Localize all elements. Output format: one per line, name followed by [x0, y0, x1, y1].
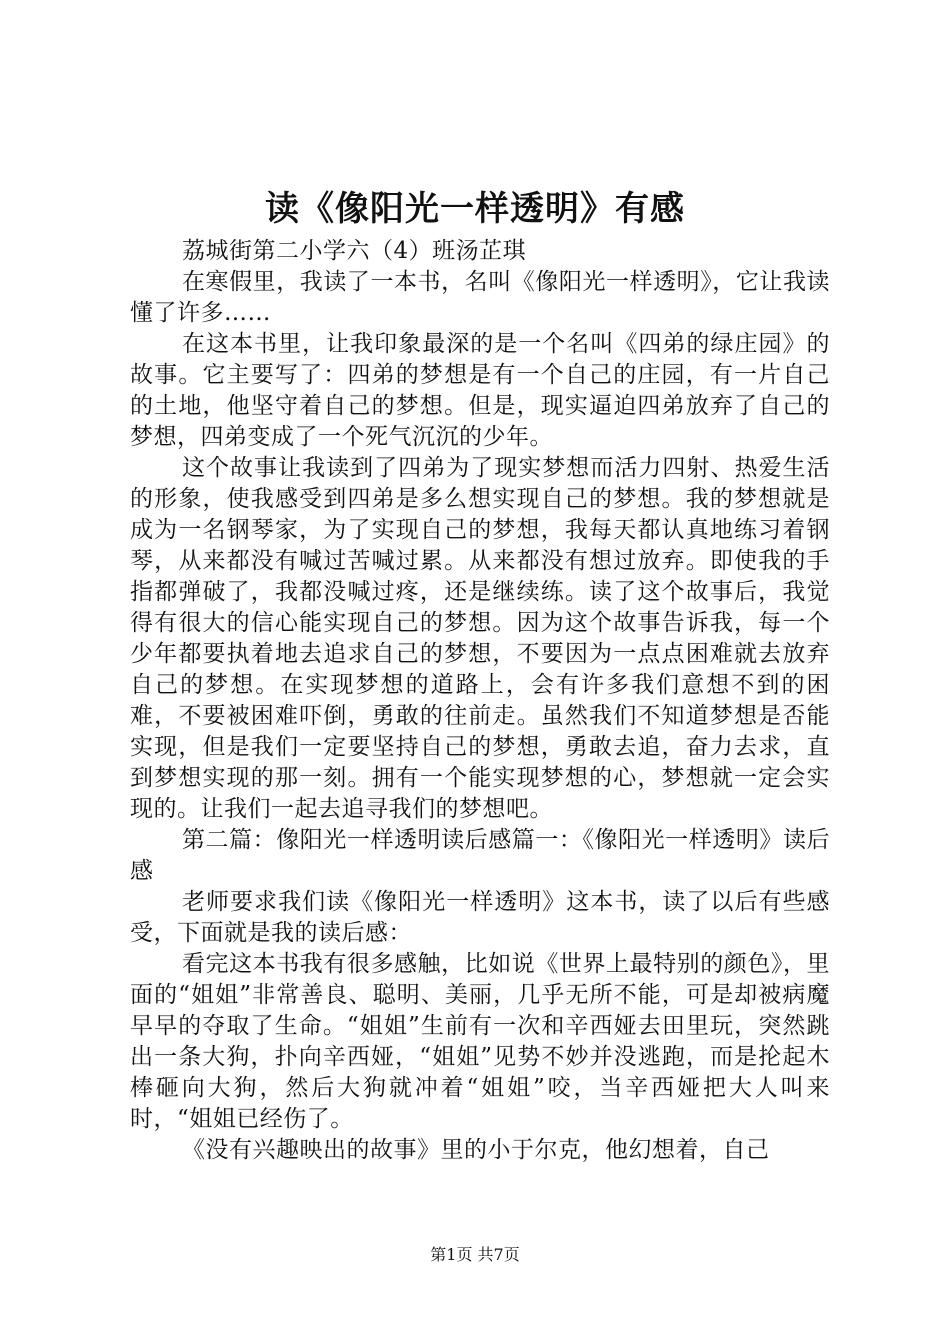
paragraph: 在这本书里，让我印象最深的是一个名叫《四弟的绿庄园》的故事。它主要写了：四弟的梦想是有一个自己的庄园，有一片自己的土地，他坚守着自己的梦想。但是，现实逼迫四弟放弃了自己的梦想，四弟变成了一个死气沉沉的少年。 [130, 331, 830, 450]
paragraph: 看完这本书我有很多感触，比如说《世界上最特别的颜色》，里面的“姐姐”非常善良、聪明、美丽，几乎无所不能，可是却被病魔早早的夺取了生命。“姐姐”生前有一次和辛西娅去田里玩，突然跳出一条大狗，扑向辛西娅，“姐姐”见势不妙并没逃跑，而是抡起木棒砸向大狗，然后大狗就冲着“姐姐”咬，当辛西娅把大人叫来时，“姐姐已经伤了。 [130, 951, 830, 1132]
paragraph: 这个故事让我读到了四弟为了现实梦想而活力四射、热爱生活的形象，使我感受到四弟是多么想实现自己的梦想。我的梦想就是成为一名钢琴家，为了实现自己的梦想，我每天都认真地练习着钢琴，从来都没有喊过苦喊过累。从来都没有想过放弃。即使我的手指都弹破了，我都没喊过疼，还是继续练。读了这个故事后，我觉得有很大的信心能实现自己的梦想。因为这个故事告诉我，每一个少年都要执着地去追求自己的梦想，不要因为一点点困难就去放弃自己的梦想。在实现梦想的道路上，会有许多我们意想不到的困难，不要被困难吓倒，勇敢的往前走。虽然我们不知道梦想是否能实现，但是我们一定要坚持自己的梦想，勇敢去追，奋力去求，直到梦想实现的那一刻。拥有一个能实现梦想的心，梦想就一定会实现的。让我们一起去追寻我们的梦想吧。 [130, 455, 830, 822]
page-title: 读《像阳光一样透明》有感 [265, 189, 685, 229]
page-footer: 第1页 共7页 [430, 1245, 520, 1264]
paragraph: 《没有兴趣映出的故事》里的小于尔克，他幻想着，自己 [182, 1137, 770, 1163]
document-body [130, 236, 830, 1166]
section-heading: 第二篇：像阳光一样透明读后感篇一：《像阳光一样透明》读后感 [130, 827, 830, 884]
paragraph: 在寒假里，我读了一本书，名叫《像阳光一样透明》，它让我读懂了许多…… [130, 269, 830, 326]
author-line: 荔城街第二小学六（4）班汤芷琪 [182, 238, 527, 264]
paragraph: 老师要求我们读《像阳光一样透明》这本书，读了以后有些感受，下面就是我的读后感： [130, 889, 830, 946]
